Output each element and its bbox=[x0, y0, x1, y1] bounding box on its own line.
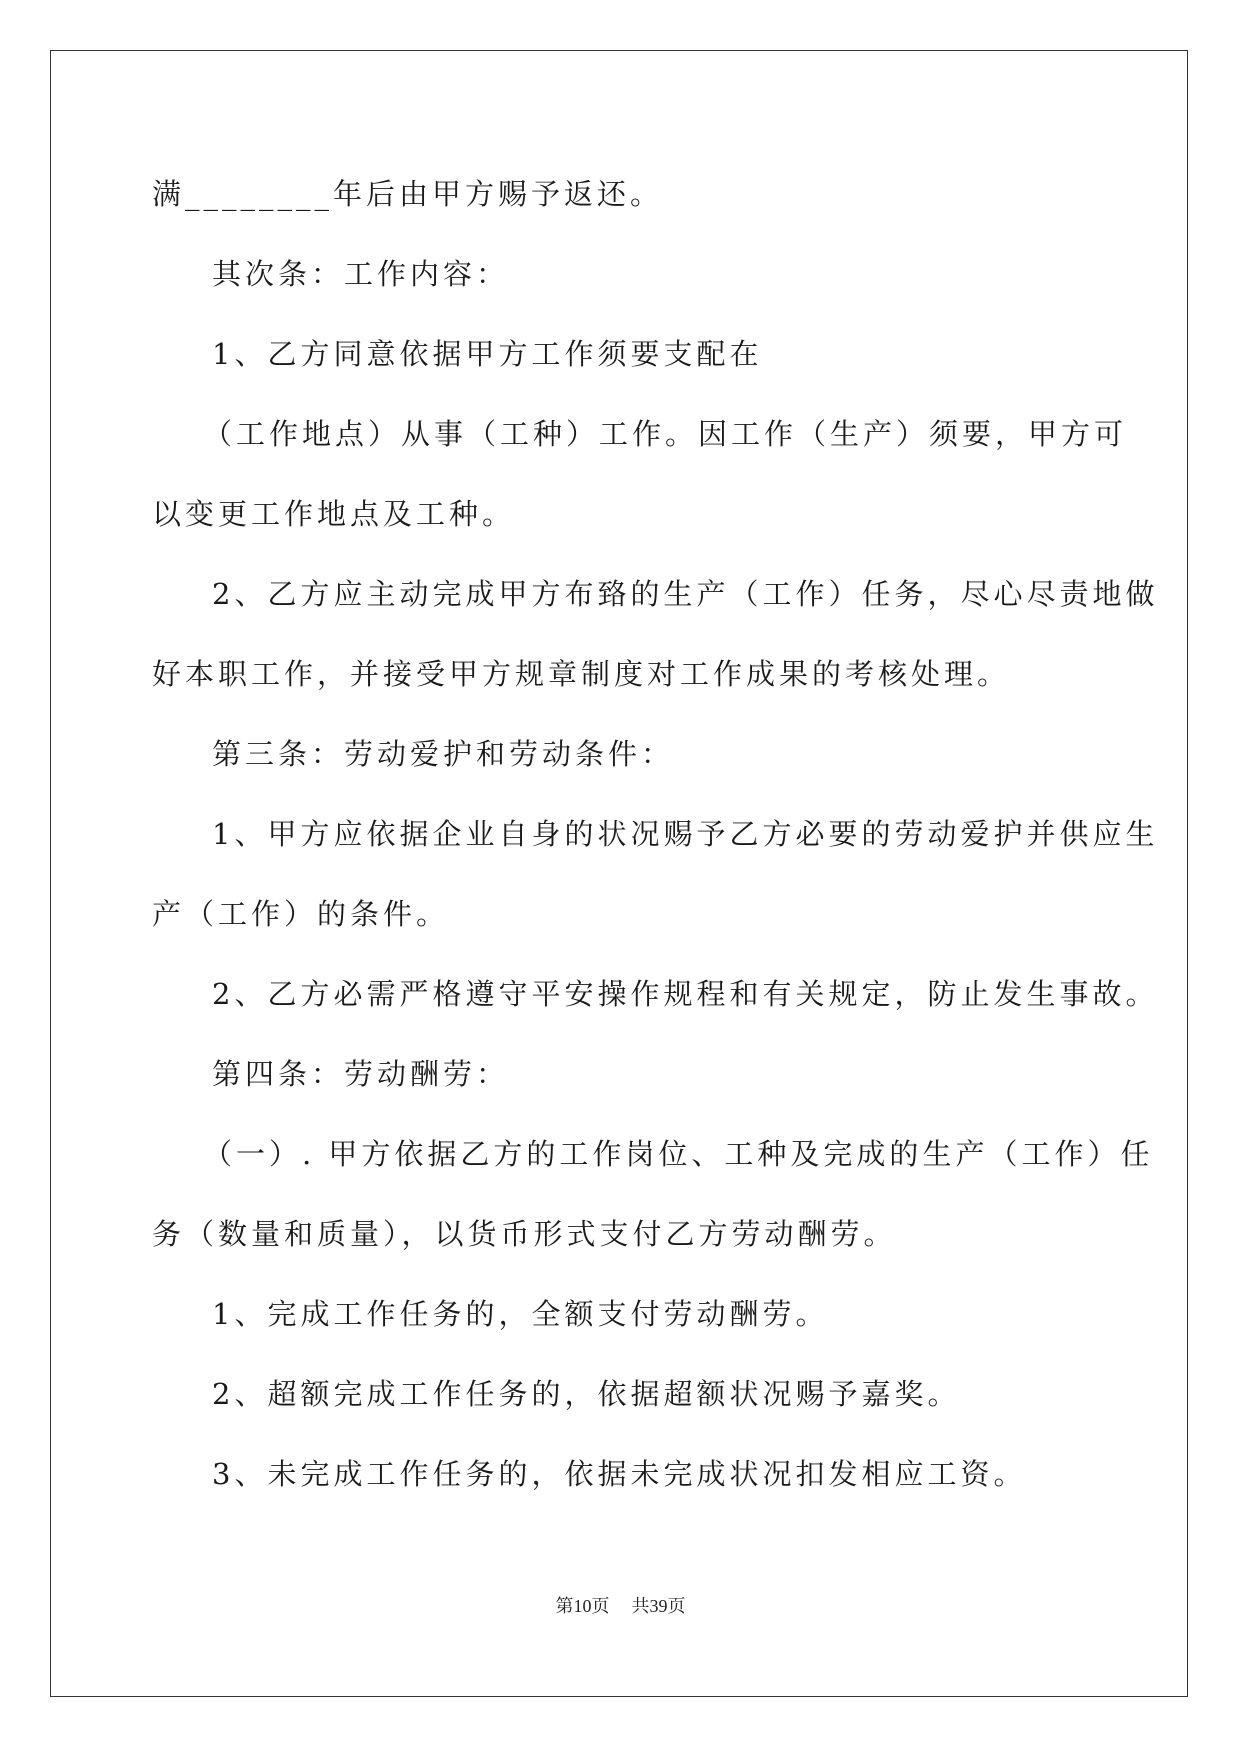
paragraph-line: 3、未完成工作任务的，依据未完成状况扣发相应工资。 bbox=[212, 1457, 1027, 1491]
page-border bbox=[50, 50, 1188, 1697]
paragraph-line: 好本职工作，并接受甲方规章制度对工作成果的考核处理。 bbox=[152, 657, 1011, 691]
page-footer bbox=[0, 1592, 1241, 1618]
paragraph-line: 以变更工作地点及工种。 bbox=[152, 497, 516, 531]
page-number: 第10页 bbox=[555, 1596, 610, 1616]
section-heading: 第四条：劳动酬劳： bbox=[212, 1057, 510, 1091]
paragraph-line: （一）. 甲方依据乙方的工作岗位、工种及完成的生产（工作）任 bbox=[203, 1137, 1154, 1171]
section-heading: 其次条：工作内容： bbox=[212, 257, 510, 291]
paragraph-line: 务（数量和质量），以货币形式支付乙方劳动酬劳。 bbox=[152, 1217, 897, 1251]
section-heading: 第三条：劳动爱护和劳动条件： bbox=[212, 737, 675, 771]
paragraph-line: 产（工作）的条件。 bbox=[152, 897, 450, 931]
paragraph-line: 2、超额完成工作任务的，依据超额状况赐予嘉奖。 bbox=[212, 1377, 961, 1411]
paragraph-line: 1、乙方同意依据甲方工作须要支配在 bbox=[212, 337, 763, 371]
paragraph-line: 2、乙方应主动完成甲方布臵的生产（工作）任务，尽心尽责地做 bbox=[212, 577, 1159, 611]
paragraph-line: 1、甲方应依据企业自身的状况赐予乙方必要的劳动爱护并供应生 bbox=[212, 817, 1159, 851]
page-total: 共39页 bbox=[631, 1596, 686, 1616]
paragraph-line: 满________年后由甲方赐予返还。 bbox=[152, 177, 664, 211]
paragraph-line: （工作地点）从事（工种）工作。因工作（生产）须要，甲方可 bbox=[203, 417, 1128, 451]
paragraph-line: 1、完成工作任务的，全额支付劳动酬劳。 bbox=[212, 1297, 829, 1331]
paragraph-line: 2、乙方必需严格遵守平安操作规程和有关规定，防止发生事故。 bbox=[212, 977, 1159, 1011]
